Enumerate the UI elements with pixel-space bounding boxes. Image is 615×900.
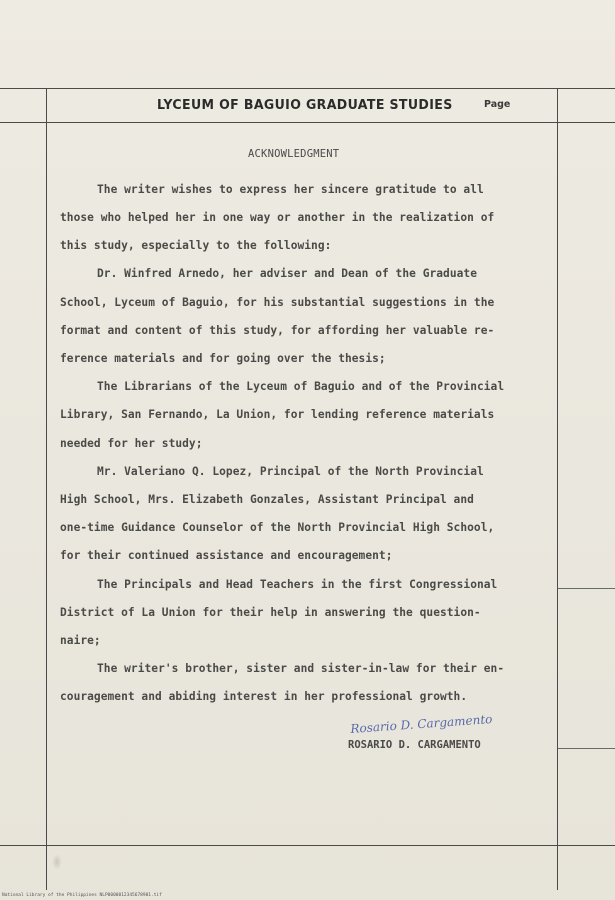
- body-line: Dr. Winfred Arnedo, her adviser and Dean of the Graduate: [97, 267, 477, 280]
- body-line: needed for her study;: [60, 437, 203, 450]
- body-line: naire;: [60, 634, 101, 647]
- page-title: ACKNOWLEDGMENT: [248, 148, 340, 160]
- body-line: couragement and abiding interest in her professional growth.: [60, 690, 468, 703]
- body-line: those who helped her in one way or another in the realization of: [60, 211, 495, 224]
- body-line: Mr. Valeriano Q. Lopez, Principal of the North Provincial: [97, 465, 484, 478]
- body-line: School, Lyceum of Baguio, for his substantial suggestions in the: [60, 296, 495, 309]
- body-line: one-time Guidance Counselor of the North Provincial High School,: [60, 521, 495, 534]
- body-line: High School, Mrs. Elizabeth Gonzales, Assistant Principal and: [60, 493, 474, 506]
- body-line: The writer wishes to express her sincere gratitude to all: [97, 183, 484, 196]
- body-line: The Librarians of the Lyceum of Baguio and of the Provincial: [97, 380, 505, 393]
- header-title: LYCEUM OF BAGUIO GRADUATE STUDIES: [157, 97, 453, 113]
- header-page-label: Page: [484, 99, 511, 110]
- scan-footer-caption: National Library of the Philippines NLP0000012345678901.tif: [2, 893, 162, 898]
- body-line: The Principals and Head Teachers in the first Congressional: [97, 578, 498, 591]
- left-margin-rule: [46, 88, 47, 890]
- body-line: this study, especially to the following:: [60, 239, 332, 252]
- bottom-rule: [0, 845, 615, 846]
- body-line: ference materials and for going over the thesis;: [60, 352, 386, 365]
- header-bottom-rule: [0, 122, 615, 123]
- right-margin-rule: [557, 88, 558, 890]
- scan-smudge: [52, 854, 62, 870]
- body-line: format and content of this study, for affording her valuable re-: [60, 324, 495, 337]
- right-margin-rule-1: [557, 588, 615, 589]
- handwritten-signature: Rosario D. Cargamento: [350, 712, 493, 736]
- body-line: for their continued assistance and encouragement;: [60, 549, 393, 562]
- body-line: Library, San Fernando, La Union, for lending reference materials: [60, 408, 495, 421]
- signatory-name: ROSARIO D. CARGAMENTO: [348, 739, 481, 751]
- body-line: The writer's brother, sister and sister-in-law for their en-: [97, 662, 505, 675]
- top-rule: [0, 88, 615, 89]
- body-line: District of La Union for their help in answering the question-: [60, 606, 481, 619]
- right-margin-rule-2: [557, 748, 615, 749]
